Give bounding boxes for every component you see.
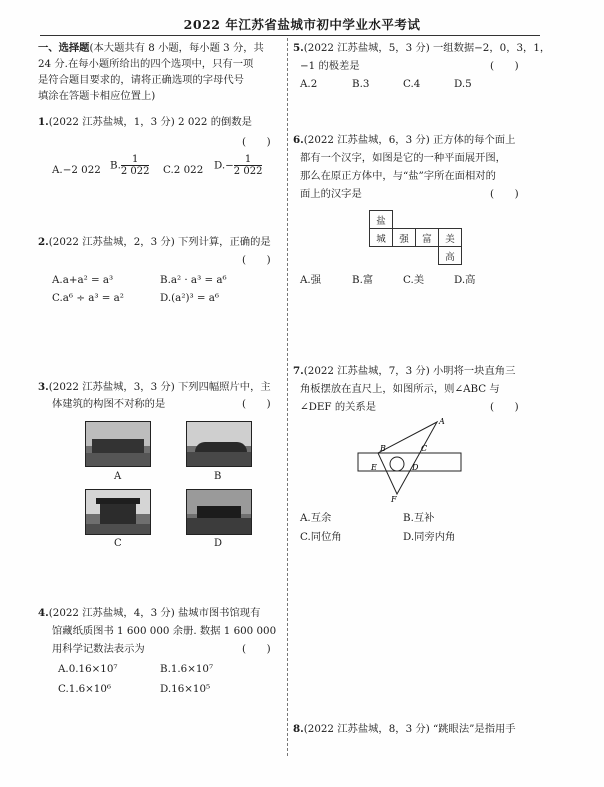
q6-line4: 面上的汉字是 [300,188,362,200]
q7-line3: ∠DEF 的关系是 [300,401,377,413]
q8-stem [293,722,516,737]
q7-stem-line1 [293,364,515,379]
q7-line1: (2022 江苏盐城，7，3 分) 小明将一块直角三 [303,365,516,377]
q3-number: 3. [38,381,49,393]
q5-option-a: A.2 [300,78,318,90]
q4-line2: 馆藏纸质图书 1 600 000 余册. 数据 1 600 000 [52,625,277,637]
column-divider [287,38,288,756]
net-empty [370,247,393,265]
q5-paren: ( ) [490,60,519,72]
q2-stem [38,235,271,250]
q5-option-b: B.3 [352,78,370,90]
section1-line1 [38,41,264,56]
q1-option-d-fraction [234,154,263,177]
q8-text: (2022 江苏盐城，8，3 分) “跳眼法”是指用手 [303,723,516,735]
q6-option-b: B.富 [352,274,374,286]
photo-building [92,439,144,453]
q7-option-d: D.同旁内角 [403,531,456,543]
q5-stem-line1 [293,41,550,56]
section1-instr4: 填涂在答题卡相应位置上) [38,90,156,102]
q6-line2: 都有一个汉字，如图是它的一种平面展开图， [300,152,506,164]
section1-heading: 一、选择题 [38,42,90,54]
q1-option-b-prefix: B. [110,159,121,172]
photo-gate [100,504,136,524]
q3-stem-line1 [38,380,271,395]
q7-option-c: C.同位角 [300,531,342,543]
point-label-c: C [421,444,428,453]
point-label-d: D [412,463,419,472]
q2-option-c: C.a⁶ ÷ a³ = a² [52,292,124,304]
q7-paren: ( ) [490,401,519,413]
triangle [378,422,437,494]
q2-option-b: B.a² · a³ = a⁶ [160,274,227,286]
net-cell-top: 盐 [370,211,393,229]
point-label-e: E [371,463,377,472]
q1-stem [38,115,252,130]
photo-ground [187,452,251,466]
net-cell-bottom: 高 [439,247,462,265]
photo-ground [187,518,251,534]
q7-number: 7. [293,365,304,377]
net-empty [439,211,462,229]
net-empty [393,247,416,265]
photo-ground [86,453,150,466]
q5-option-c: C.4 [403,78,421,90]
q6-option-d: D.高 [454,274,476,286]
q2-text: (2022 江苏盐城，2，3 分) 下列计算，正确的是 [48,236,271,248]
q1-option-b-fraction [121,154,150,177]
q3-line2: 体建筑的构图不对称的是 [52,398,166,410]
net-empty [416,247,439,265]
q6-stem-line1 [293,133,515,148]
q5-option-d: D.5 [454,78,472,90]
title-rule [40,35,540,36]
q2-option-d: D.(a²)³ = a⁶ [160,292,220,304]
ruler-hole [390,457,404,471]
q2-option-a: A.a+a² = a³ [52,274,114,286]
q7-figure [355,412,465,504]
net-empty [416,211,439,229]
net-empty [393,211,416,229]
q4-line1: (2022 江苏盐城，4，3 分) 盐城市图书馆现有 [48,607,261,619]
page-title: 2022 年江苏省盐城市初中学业水平考试 [183,17,421,32]
q4-paren: ( ) [242,643,271,655]
point-label-b: B [380,444,386,453]
q6-number: 6. [293,134,304,146]
photo-building [195,442,247,452]
q4-stem-line1 [38,606,260,621]
section1-instr1: (本大题共有 8 小题，每小题 3 分，共 [89,42,264,54]
q1-number: 1. [38,116,49,128]
q4-option-d: D.16×10⁵ [160,683,211,695]
q4-number: 4. [38,607,49,619]
q6-option-a: A.强 [300,274,322,286]
fraction-denominator: 2 022 [233,166,263,177]
q7-line2: 角板摆放在直尺上，如图所示，则∠ABC 与 [300,383,500,395]
q3-label-a: A [114,471,122,482]
q5-number: 5. [293,42,304,54]
q6-option-c: C.美 [403,274,425,286]
q5-line1: (2022 江苏盐城，5，3 分) 一组数据−2，0，3，1， [303,42,551,54]
fraction-denominator: 2 022 [120,166,150,177]
photo-ground [86,524,150,534]
net-cell-4: 美 [439,229,462,247]
photo-a [85,421,151,467]
photo-d [186,489,252,535]
photo-b [186,421,252,467]
q3-label-d: D [214,538,223,549]
section1-instr2: 24 分.在每小题所给出的四个选项中，只有一项 [38,58,254,70]
q1-option-c: C.2 022 [163,164,204,176]
q2-paren: ( ) [242,254,271,266]
q3-line1: (2022 江苏盐城，3，3 分) 下列四幅照片中，主 [48,381,271,393]
q7-option-a: A.互余 [300,512,332,524]
q4-option-b: B.1.6×10⁷ [160,663,214,675]
photo-c [85,489,151,535]
fraction-numerator: 1 [121,154,150,166]
q7-option-b: B.互补 [403,512,435,524]
q5-line2: −1 的极差是 [300,60,360,72]
cube-net [369,210,462,265]
q1-option-d [214,154,262,177]
net-cell-3: 富 [416,229,439,247]
q6-line3: 那么在原正方体中，与“盐”字所在面相对的 [300,170,496,182]
q6-line1: (2022 江苏盐城，6，3 分) 正方体的每个面上 [303,134,516,146]
section1-instr3: 是符合题目要求的，请将正确选项的字母代号 [38,74,244,86]
q3-label-b: B [214,471,222,482]
fraction-numerator: 1 [234,154,263,166]
q3-paren: ( ) [242,398,271,410]
q1-option-a: A.−2 022 [52,164,101,176]
q8-number: 8. [293,723,304,735]
q1-option-d-prefix: D.− [214,159,234,172]
point-label-a: A [439,417,445,426]
q4-line3: 用科学记数法表示为 [52,643,145,655]
net-cell-2: 强 [393,229,416,247]
q1-option-b [110,154,149,177]
photo-building [197,506,241,518]
q4-option-a: A.0.16×10⁷ [58,663,118,675]
q4-option-c: C.1.6×10⁶ [58,683,112,695]
net-cell-1: 城 [370,229,393,247]
q1-text: (2022 江苏盐城，1，3 分) 2 022 的倒数是 [48,116,252,128]
q6-paren: ( ) [490,188,519,200]
q2-number: 2. [38,236,49,248]
q1-paren: ( ) [242,136,271,148]
q3-label-c: C [114,538,122,549]
point-label-f: F [391,495,397,504]
